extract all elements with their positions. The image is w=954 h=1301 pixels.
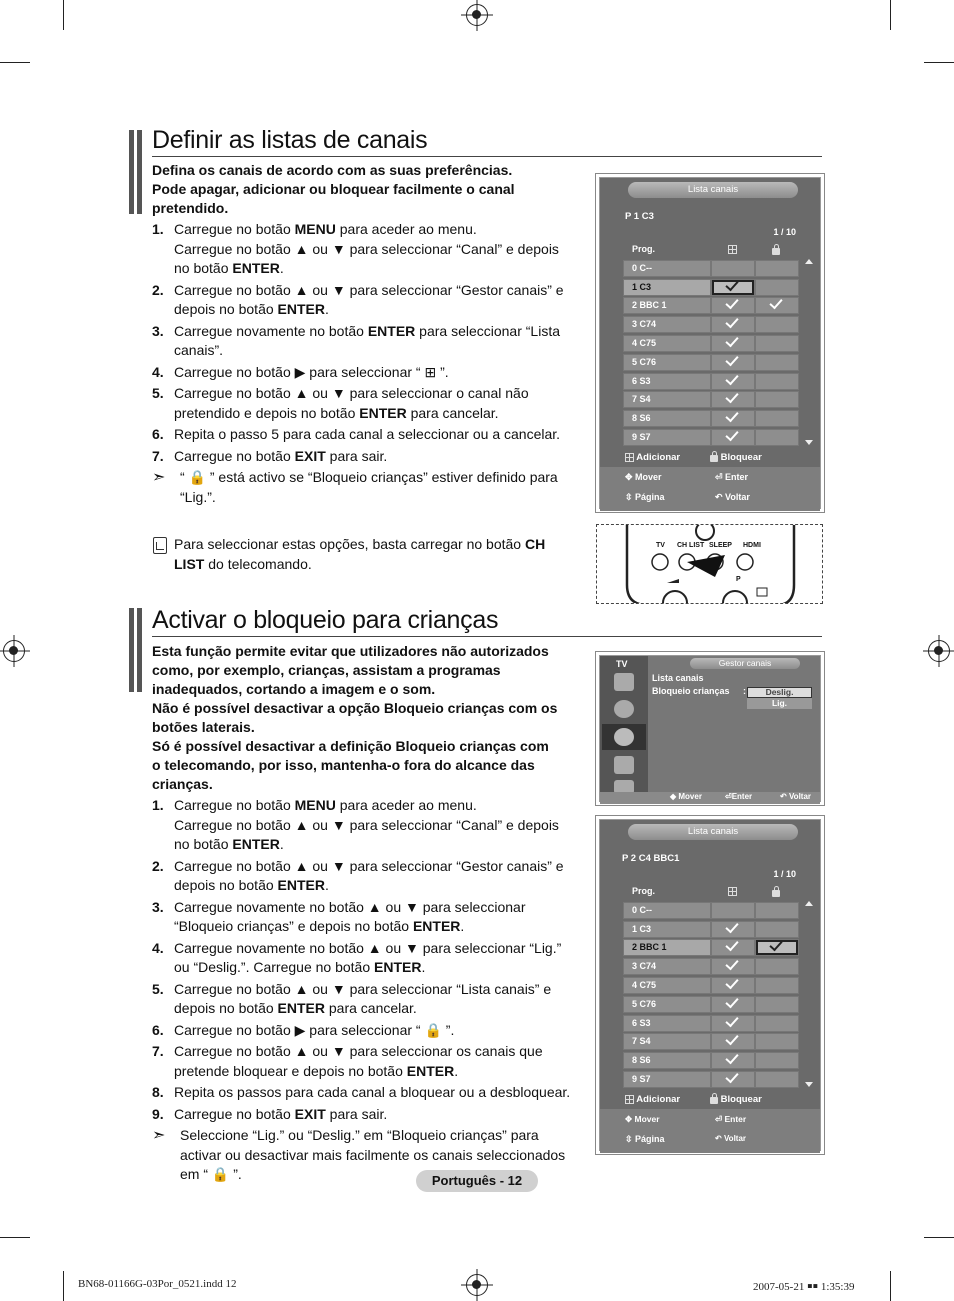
step-number: 4.	[152, 939, 164, 956]
channel-row[interactable]	[623, 1052, 799, 1069]
intro-line: pretendido.	[152, 200, 229, 216]
lock-checkbox[interactable]	[755, 1052, 799, 1069]
lock-icon	[772, 248, 780, 255]
memo-icon	[153, 537, 167, 554]
current-channel: P 2 C4 BBC1	[622, 853, 680, 864]
step-text: Carregue no botão ▲ ou ▼ para seleccionar “Lista canais” e	[174, 980, 552, 997]
intro-line: crianças.	[152, 776, 213, 792]
remote-button-label: CH LIST	[677, 542, 705, 549]
add-checkbox[interactable]	[711, 1071, 755, 1088]
step-number: 1.	[152, 797, 164, 813]
lock-icon	[772, 890, 780, 897]
channel-name: 5 C76	[623, 354, 711, 371]
step-text: Carregue no botão ▲ ou ▼ para seleccionar o canal não	[174, 385, 529, 401]
channel-row[interactable]	[623, 373, 799, 390]
lock-checkbox[interactable]	[755, 977, 799, 994]
section-marker	[129, 130, 142, 214]
step-text: Carregue no botão ▲ ou ▼ para seleccionar “Canal” e depois	[174, 240, 559, 257]
channel-list-osd	[595, 173, 825, 513]
step-text: depois no botão ENTER para cancelar.	[174, 1000, 417, 1016]
grid-header	[623, 883, 799, 900]
step-text: ou “Deslig.”. Carregue no botão ENTER.	[174, 959, 426, 975]
checkmark-icon	[725, 938, 738, 952]
checkmark-icon	[725, 428, 738, 442]
grid-header	[623, 241, 799, 258]
checkmark-icon	[725, 409, 738, 423]
step-list	[152, 796, 582, 1185]
scroll-down-icon	[805, 440, 813, 445]
lock-icon	[710, 1097, 718, 1104]
channel-row[interactable]	[623, 996, 799, 1013]
step-number: 5.	[152, 385, 164, 401]
lock-checkbox[interactable]	[755, 391, 799, 408]
channel-row[interactable]	[623, 354, 799, 371]
lock-icon	[710, 455, 718, 462]
add-checkbox[interactable]	[711, 335, 755, 352]
add-label: Adicionar	[636, 452, 681, 463]
channel-row[interactable]	[623, 1033, 799, 1050]
checkmark-icon	[725, 957, 738, 971]
channel-name: 2 BBC 1	[623, 939, 711, 956]
note-text: “ 🔒 ” está activo se “Bloqueio crianças” estiver definido para	[180, 469, 558, 485]
file-slug: BN68-01166G-03Por_0521.indd 12	[78, 1278, 237, 1290]
lock-checkbox[interactable]	[755, 354, 799, 371]
checkmark-icon	[769, 296, 782, 310]
note-text: activar ou desactivar mais facilmente os canais seleccionados	[180, 1146, 566, 1163]
colon: :	[743, 686, 746, 696]
channel-row[interactable]	[623, 429, 799, 446]
registration-mark-icon	[928, 640, 950, 662]
lock-checkbox[interactable]	[755, 260, 799, 277]
page-label: Página	[635, 492, 665, 502]
remote-control-illustration	[596, 524, 823, 604]
add-checkbox[interactable]	[711, 429, 755, 446]
step-list	[152, 220, 582, 507]
channel-row[interactable]	[623, 335, 799, 352]
channel-name: 0 C--	[623, 260, 711, 277]
step-item	[152, 898, 582, 937]
add-checkbox[interactable]	[711, 902, 755, 919]
checkmark-icon	[725, 334, 738, 348]
note-text: Seleccione “Lig.” ou “Deslig.” em “Bloqueio crianças” para	[180, 1127, 539, 1143]
scroll-up-icon	[805, 259, 813, 264]
step-number: 8.	[152, 1084, 164, 1100]
enter-label: Enter	[725, 472, 749, 482]
channel-menu-icon	[602, 724, 646, 750]
step-item	[152, 857, 582, 896]
back-label: Voltar	[723, 1134, 747, 1143]
add-checkbox[interactable]	[711, 279, 755, 296]
option-off[interactable]: Deslig.	[747, 687, 812, 698]
channel-name: 1 C3	[623, 279, 711, 296]
channel-name: 6 S3	[623, 1015, 711, 1032]
step-number: 4.	[152, 363, 164, 380]
page-label: Página	[635, 1134, 665, 1144]
checkmark-icon	[725, 919, 738, 933]
step-text: depois no botão ENTER.	[174, 877, 329, 893]
channel-row[interactable]	[623, 297, 799, 314]
step-item	[152, 939, 582, 978]
back-label: Voltar	[788, 792, 812, 801]
channel-name: 6 S3	[623, 373, 711, 390]
checkmark-icon	[725, 1051, 738, 1065]
intro-line: Pode apagar, adicionar ou bloquear facilmente o canal	[152, 181, 515, 197]
lock-checkbox[interactable]	[755, 921, 799, 938]
checkmark-icon	[725, 1032, 738, 1046]
step-item	[152, 447, 582, 467]
step-item	[152, 980, 582, 1019]
lock-checkbox[interactable]	[755, 958, 799, 975]
osd-title: Gestor canais	[690, 658, 800, 669]
checkmark-icon	[725, 352, 738, 366]
add-checkbox[interactable]	[711, 996, 755, 1013]
channel-name: 9 S7	[623, 429, 711, 446]
step-text: Carregue novamente no botão ▲ ou ▼ para seleccionar	[174, 898, 526, 915]
intro-line: o telecomando, por isso, mantenha-o fora do alcance das	[152, 757, 535, 773]
registration-mark-icon	[466, 4, 488, 26]
crop-mark	[63, 0, 64, 30]
channel-grid	[623, 883, 801, 1088]
page-indicator: 1 / 10	[773, 869, 796, 879]
checkmark-icon	[725, 1013, 738, 1027]
step-item	[152, 363, 582, 383]
channel-name: 0 C--	[623, 902, 711, 919]
title-rule	[152, 636, 822, 637]
step-text: Carregue no botão EXIT para sair.	[174, 1105, 388, 1122]
step-item	[152, 1021, 582, 1041]
osd-footer: ✥ Mover ⏎ Enter ⇳ Página ↶ Voltar	[600, 1109, 820, 1153]
remote-button-label: HDMI	[743, 542, 761, 549]
channel-row[interactable]	[623, 977, 799, 994]
channel-row[interactable]	[623, 939, 799, 956]
step-text: Repita o passo 5 para cada canal a seleccionar ou a cancelar.	[174, 426, 561, 442]
step-number: 6.	[152, 1021, 164, 1038]
channel-row[interactable]	[623, 1015, 799, 1032]
add-icon	[625, 453, 634, 462]
lock-checkbox[interactable]	[755, 996, 799, 1013]
step-item	[152, 425, 582, 445]
registration-mark-icon	[466, 1274, 488, 1296]
step-number: 3.	[152, 322, 164, 339]
checkmark-icon	[725, 296, 738, 310]
crop-mark	[0, 62, 30, 63]
channel-row[interactable]	[623, 1071, 799, 1088]
channel-name: 8 S6	[623, 1052, 711, 1069]
channel-row[interactable]	[623, 410, 799, 427]
step-item	[152, 1105, 582, 1125]
add-checkbox[interactable]	[711, 391, 755, 408]
step-text: canais”.	[174, 342, 224, 358]
note-arrow-icon: ➣	[152, 1127, 166, 1144]
step-item	[152, 1083, 582, 1103]
step-text: Carregue no botão MENU para aceder ao menu.	[174, 221, 477, 237]
add-label: Adicionar	[636, 1094, 681, 1105]
lock-checkbox[interactable]	[755, 410, 799, 427]
checkmark-icon	[725, 1070, 738, 1084]
osd-title: Lista canais	[628, 182, 798, 198]
channel-row[interactable]	[623, 279, 799, 296]
channel-row[interactable]	[623, 391, 799, 408]
crop-mark	[924, 62, 954, 63]
move-label: Mover	[678, 792, 702, 801]
step-text: Carregue novamente no botão ▲ ou ▼ para seleccionar “Lig.”	[174, 939, 562, 956]
step-number: 1.	[152, 221, 164, 237]
note-item	[152, 468, 582, 507]
checkmark-icon	[725, 390, 738, 404]
option-on[interactable]: Lig.	[747, 698, 812, 709]
intro-line: Esta função permite evitar que utilizadores não autorizados	[152, 643, 549, 659]
lock-checkbox[interactable]	[755, 1071, 799, 1088]
section-intro	[152, 161, 572, 218]
add-checkbox[interactable]	[711, 1052, 755, 1069]
move-label: Mover	[634, 1114, 660, 1124]
intro-line: Só é possível desactivar a definição Bloqueio crianças com	[152, 738, 549, 754]
prog-header: Prog.	[632, 244, 656, 254]
channel-row[interactable]	[623, 921, 799, 938]
channel-row[interactable]	[623, 260, 799, 277]
lock-checkbox[interactable]	[755, 939, 799, 956]
lock-checkbox[interactable]	[755, 335, 799, 352]
page-indicator: 1 / 10	[773, 227, 796, 237]
channel-name: 3 C74	[623, 316, 711, 333]
add-checkbox[interactable]	[711, 958, 755, 975]
back-label: Voltar	[725, 492, 750, 502]
lock-checkbox[interactable]	[755, 1033, 799, 1050]
scroll-down-icon	[805, 1082, 813, 1087]
add-icon	[728, 887, 737, 896]
note-arrow-icon: ➣	[152, 469, 166, 486]
add-icon	[625, 1095, 634, 1104]
step-item	[152, 322, 582, 361]
lock-checkbox[interactable]	[755, 1015, 799, 1032]
remote-button-label: SLEEP	[709, 542, 732, 549]
step-text: Carregue no botão ▲ ou ▼ para seleccionar “Gestor canais” e	[174, 857, 564, 874]
channel-name: 4 C75	[623, 977, 711, 994]
memo-line: LIST do telecomando.	[174, 555, 312, 572]
memo-line: Para seleccionar estas opções, basta carregar no botão CH	[174, 536, 546, 552]
section-title: Definir as listas de canais	[152, 126, 428, 154]
osd-title: Lista canais	[628, 824, 798, 840]
lock-label: Bloquear	[720, 1094, 762, 1105]
osd-footer: ◆ Mover ⏎Enter ↶ Voltar	[600, 792, 820, 804]
remote-p-label: P	[736, 576, 741, 583]
picture-menu-icon	[614, 673, 634, 691]
channel-row[interactable]	[623, 958, 799, 975]
channel-grid	[623, 241, 801, 446]
section-marker	[129, 608, 142, 692]
title-rule	[152, 156, 822, 157]
checkmark-icon	[725, 994, 738, 1008]
step-item	[152, 1042, 582, 1081]
tv-label: TV	[616, 659, 628, 669]
step-text: Carregue no botão MENU para aceder ao menu.	[174, 797, 477, 813]
add-checkbox[interactable]	[711, 297, 755, 314]
channel-manager-osd	[595, 651, 825, 806]
move-label: Mover	[635, 472, 662, 482]
add-checkbox[interactable]	[711, 316, 755, 333]
step-item	[152, 796, 582, 855]
print-timestamp: 2007-05-21 ￭￭ 1:35:39	[753, 1281, 855, 1293]
add-checkbox[interactable]	[711, 1033, 755, 1050]
checkmark-icon	[725, 371, 738, 385]
step-text: pretendido e depois no botão ENTER para cancelar.	[174, 404, 499, 421]
setup-menu-icon	[614, 756, 634, 774]
step-text: pretende bloquear e depois no botão ENTER.	[174, 1062, 459, 1079]
step-item	[152, 220, 582, 279]
step-text: Carregue no botão ▶ para seleccionar “ ⊞ ”.	[174, 363, 449, 380]
crop-mark	[890, 0, 891, 30]
checkmark-icon	[769, 938, 782, 952]
step-text: Repita os passos para cada canal a bloquear ou a desbloquear.	[174, 1084, 571, 1100]
step-number: 3.	[152, 898, 164, 915]
channel-name: 3 C74	[623, 958, 711, 975]
intro-line: Não é possível desactivar a opção Bloqueio crianças com os	[152, 700, 558, 716]
memo-text	[174, 535, 574, 574]
step-number: 7.	[152, 1043, 164, 1059]
page-number: Português - 12	[416, 1170, 538, 1192]
step-number: 6.	[152, 426, 164, 442]
add-icon	[728, 245, 737, 254]
add-column-header	[711, 241, 755, 258]
intro-line: inadequados, cortando a imagem e o som.	[152, 681, 436, 697]
step-number: 2.	[152, 281, 164, 298]
add-checkbox[interactable]	[711, 260, 755, 277]
add-checkbox[interactable]	[711, 977, 755, 994]
step-text: no botão ENTER.	[174, 260, 284, 276]
prog-header: Prog.	[632, 886, 656, 896]
step-text: Carregue no botão ▲ ou ▼ para seleccionar “Canal” e depois	[174, 816, 559, 833]
lock-label: Bloquear	[720, 452, 762, 463]
step-text: Carregue novamente no botão ENTER para seleccionar “Lista	[174, 322, 561, 339]
menu-item-child-lock[interactable]: Bloqueio crianças	[652, 686, 730, 696]
channel-name: 2 BBC 1	[623, 297, 711, 314]
step-item	[152, 384, 582, 423]
channel-name: 8 S6	[623, 410, 711, 427]
step-text: Carregue no botão EXIT para sair.	[174, 447, 388, 464]
step-text: “Bloqueio crianças” e depois no botão ENTER.	[174, 918, 465, 934]
sound-menu-icon	[614, 700, 634, 718]
intro-line: Defina os canais de acordo com as suas preferências.	[152, 162, 513, 178]
section-intro	[152, 642, 582, 794]
registration-mark-icon	[3, 640, 25, 662]
section-title: Activar o bloqueio para crianças	[152, 606, 499, 634]
add-checkbox[interactable]	[711, 921, 755, 938]
lock-checkbox[interactable]	[755, 297, 799, 314]
enter-label: Enter	[731, 792, 753, 801]
add-checkbox[interactable]	[711, 1015, 755, 1032]
crop-mark	[0, 1237, 30, 1238]
step-text: Carregue no botão ▲ ou ▼ para seleccionar “Gestor canais” e	[174, 281, 564, 298]
channel-name: 5 C76	[623, 996, 711, 1013]
remote-icon	[597, 525, 823, 604]
step-number: 2.	[152, 857, 164, 874]
checkmark-icon	[725, 277, 738, 291]
lock-checkbox[interactable]	[755, 279, 799, 296]
step-item	[152, 281, 582, 320]
current-channel: P 1 C3	[625, 211, 654, 222]
crop-mark	[63, 1271, 64, 1301]
step-text: no botão ENTER.	[174, 836, 284, 852]
channel-name: 9 S7	[623, 1071, 711, 1088]
crop-mark	[890, 1271, 891, 1301]
add-column-header	[711, 883, 755, 900]
channel-name: 4 C75	[623, 335, 711, 352]
lock-checkbox[interactable]	[755, 316, 799, 333]
channel-list-osd	[595, 815, 825, 1155]
channel-name: 7 S4	[623, 1033, 711, 1050]
remote-button-label: TV	[656, 542, 665, 549]
osd-footer: ✥ Mover ⏎ Enter ⇳ Página ↶ Voltar	[600, 467, 820, 511]
channel-row[interactable]	[623, 316, 799, 333]
menu-item-channel-list[interactable]: Lista canais	[652, 673, 704, 683]
lock-checkbox[interactable]	[755, 373, 799, 390]
lock-column-header	[755, 883, 799, 900]
channel-name: 7 S4	[623, 391, 711, 408]
note-text: “Lig.”.	[180, 488, 216, 505]
add-checkbox[interactable]	[711, 939, 755, 956]
step-number: 5.	[152, 980, 164, 997]
checkmark-icon	[725, 315, 738, 329]
intro-line: botões laterais.	[152, 719, 255, 735]
channel-name: 1 C3	[623, 921, 711, 938]
step-number: 7.	[152, 447, 164, 464]
enter-label: Enter	[724, 1114, 747, 1124]
add-checkbox[interactable]	[711, 373, 755, 390]
checkmark-icon	[725, 976, 738, 990]
lock-column-header	[755, 241, 799, 258]
step-number: 9.	[152, 1105, 164, 1122]
step-text: Carregue no botão ▲ ou ▼ para seleccionar os canais que	[174, 1043, 543, 1059]
add-checkbox[interactable]	[711, 410, 755, 427]
crop-mark	[924, 1237, 954, 1238]
intro-line: como, por exemplo, crianças, assistam a programas	[152, 662, 501, 678]
lock-checkbox[interactable]	[755, 429, 799, 446]
channel-row[interactable]	[623, 902, 799, 919]
lock-checkbox[interactable]	[755, 902, 799, 919]
step-text: Carregue no botão ▶ para seleccionar “ 🔒 ”.	[174, 1021, 455, 1038]
add-checkbox[interactable]	[711, 354, 755, 371]
note-text: em “ 🔒 ”.	[180, 1166, 242, 1182]
step-text: depois no botão ENTER.	[174, 301, 329, 317]
menu-icon-column	[600, 656, 648, 796]
scroll-up-icon	[805, 901, 813, 906]
